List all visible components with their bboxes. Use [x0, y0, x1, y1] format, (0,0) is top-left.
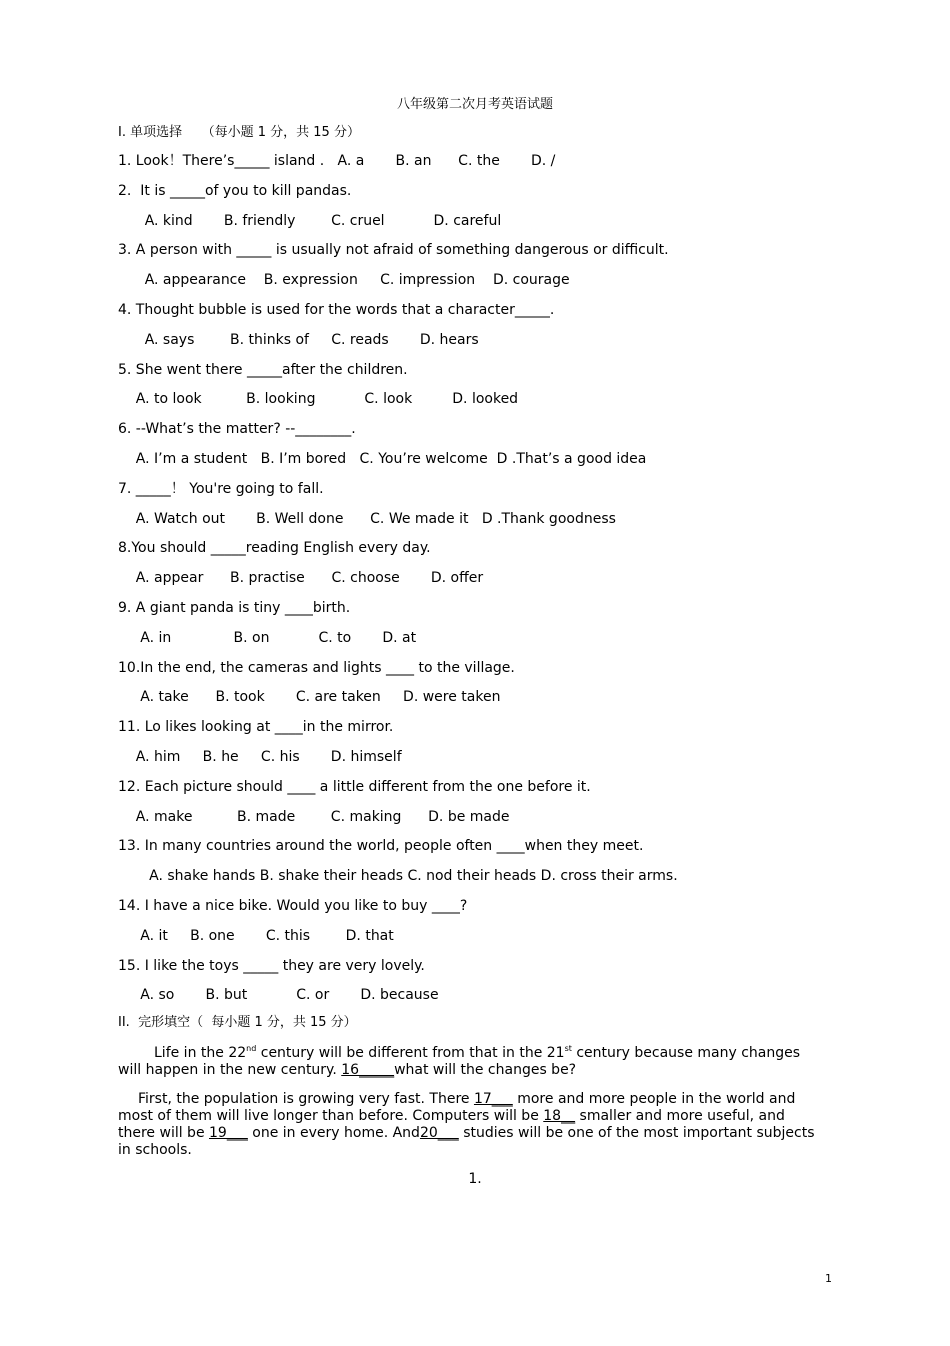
blank-16: 16_____	[341, 1062, 395, 1078]
question-line: 13. In many countries around the world, people often ____when they meet.	[118, 838, 644, 854]
blank-19: 19___	[209, 1125, 248, 1141]
p1-text-2: century will be different from that in the 21	[256, 1045, 565, 1061]
question-line: 6. --What’s the matter? --________.	[118, 421, 356, 437]
p1-text-3: century because many changes will happen in the new century.	[118, 1045, 801, 1078]
question-line: 15. I like the toys _____ they are very lovely.	[118, 958, 425, 974]
p2-text-3: smaller and more useful, and there will be	[118, 1108, 785, 1141]
question-line: A. kind B. friendly C. cruel D. careful	[118, 213, 502, 229]
p2-text-1: First, the population is growing very fast. There	[138, 1091, 474, 1107]
center-number: 1.	[468, 1171, 482, 1187]
p1-text-1: Life in the 22	[154, 1045, 247, 1061]
question-line: A. it B. one C. this D. that	[118, 928, 394, 944]
question-line: 12. Each picture should ____ a little different from the one before it.	[118, 779, 591, 795]
blank-17: 17___	[473, 1091, 513, 1107]
page-number: 1	[825, 1272, 832, 1285]
section-2-heading: II. 完形填空（ 每小题 1 分，共 15 分）	[118, 1015, 357, 1030]
blank-18: 18__	[543, 1108, 576, 1124]
cloze-paragraph-2	[118, 1091, 820, 1159]
p1-sup-1: nd	[246, 1044, 257, 1053]
question-line: A. make B. made C. making D. be made	[118, 809, 510, 825]
question-line: 3. A person with _____ is usually not afraid of something dangerous or difficult.	[118, 242, 669, 258]
p2-text-2: more and more people in the world and most of them will live longer than before. Computers will be	[118, 1091, 796, 1124]
question-line: 9. A giant panda is tiny ____birth.	[118, 600, 351, 616]
question-line: A. shake hands B. shake their heads C. nod their heads D. cross their arms.	[118, 868, 678, 884]
question-line: 14. I have a nice bike. Would you like to buy ____?	[118, 898, 468, 914]
question-line: 5. She went there _____after the children.	[118, 362, 408, 378]
cloze-paragraph-1	[118, 1045, 820, 1079]
question-line: 11. Lo likes looking at ____in the mirror.	[118, 719, 394, 735]
blank-20: 20___	[419, 1125, 459, 1141]
question-line: 10.In the end, the cameras and lights ____ to the village.	[118, 660, 515, 676]
p1-text-4: what will the changes be?	[394, 1062, 577, 1078]
question-line: A. I’m a student B. I’m bored C. You’re welcome D .That’s a good idea	[118, 451, 647, 467]
p1-sup-2: st	[564, 1044, 572, 1053]
question-line: 2. It is _____of you to kill pandas.	[118, 183, 352, 199]
question-line: A. him B. he C. his D. himself	[118, 749, 402, 765]
question-line: A. Watch out B. Well done C. We made it D .Thank goodness	[118, 511, 616, 527]
question-line: A. says B. thinks of C. reads D. hears	[118, 332, 479, 348]
section-1-heading: Ⅰ. 单项选择 （每小题 1 分，共 15 分）	[118, 125, 360, 140]
question-line: 8.You should _____reading English every day.	[118, 540, 431, 556]
question-line: 4. Thought bubble is used for the words that a character_____.	[118, 302, 555, 318]
question-line: A. take B. took C. are taken D. were taken	[118, 689, 501, 705]
question-line: A. appearance B. expression C. impression D. courage	[118, 272, 570, 288]
question-line: A. so B. but C. or D. because	[118, 987, 439, 1003]
p2-text-5: studies will be one of the most important subjects in schools.	[118, 1125, 815, 1158]
question-line: A. to look B. looking C. look D. looked	[118, 391, 519, 407]
question-line: 7. _____！ You're going to fall.	[118, 481, 324, 497]
question-line: 1. Look！There’s_____ island . A. a B. an C. the D. /	[118, 153, 556, 169]
question-line: A. appear B. practise C. choose D. offer	[118, 570, 484, 586]
p2-text-4: one in every home. And	[247, 1125, 420, 1141]
question-line: A. in B. on C. to D. at	[118, 630, 417, 646]
page-title: 八年级第二次月考英语试题	[396, 97, 553, 112]
